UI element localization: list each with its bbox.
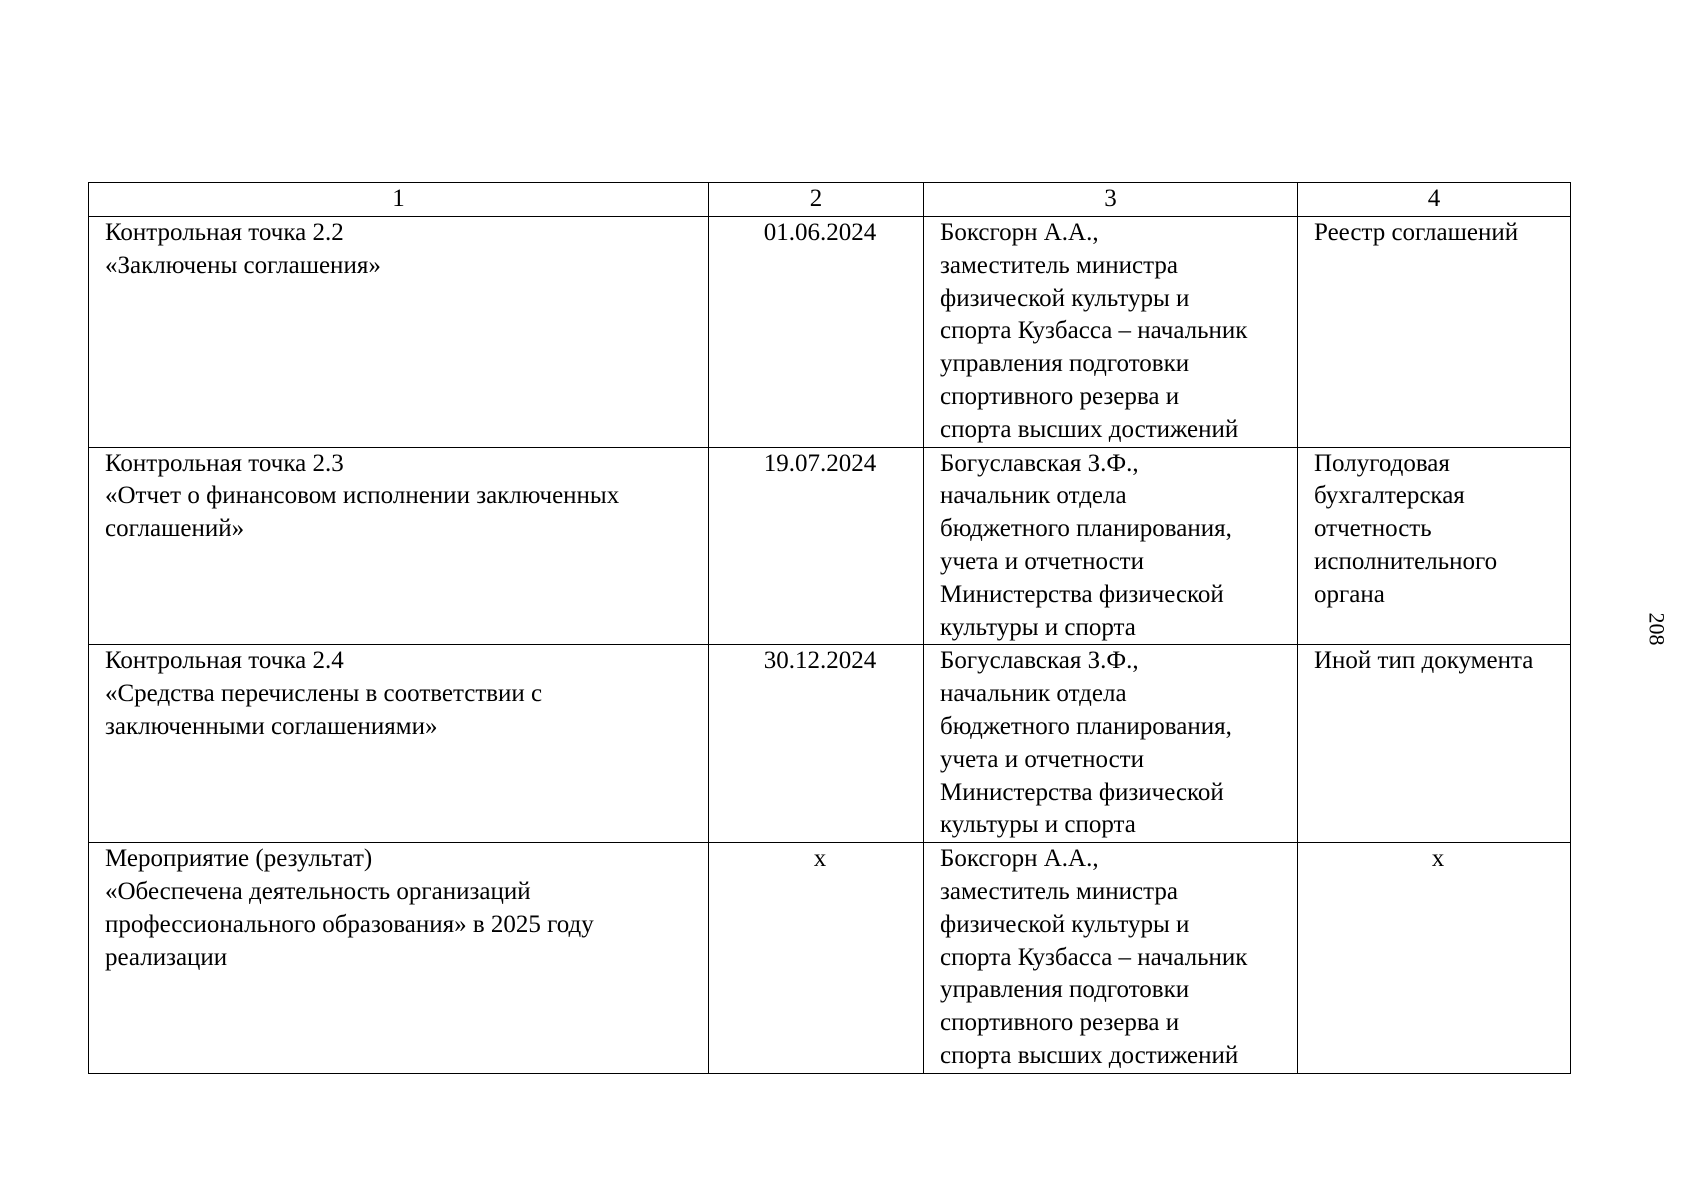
text-line: Контрольная точка 2.2: [105, 219, 344, 246]
text-line: учета и отчетности: [940, 745, 1144, 773]
text-line: спорта высших достижений: [940, 1041, 1239, 1069]
text-line: профессионального образования» в 2025 году: [105, 910, 594, 938]
text-line: спортивного резерва и: [940, 382, 1180, 410]
row-document-type: [1298, 843, 1571, 1074]
table-row: [89, 645, 1571, 843]
measures-table: [88, 182, 1571, 1074]
text-line: бюджетного планирования,: [940, 712, 1232, 740]
text-line: учета и отчетности: [940, 547, 1144, 575]
text-line: управления подготовки: [940, 976, 1190, 1004]
text-line: Богуславская З.Ф.,: [940, 647, 1139, 675]
row-date: 19.07.2024: [709, 447, 924, 645]
row-description: [89, 645, 709, 843]
row-date: 30.12.2024: [709, 645, 924, 843]
header-col-1: 1: [89, 183, 709, 217]
row-date: 01.06.2024: [709, 217, 924, 448]
text-line: управления подготовки: [940, 350, 1190, 378]
text-line: Контрольная точка 2.4: [105, 647, 344, 675]
text-line: заключенными соглашениями»: [105, 712, 438, 740]
row-document-type: [1298, 447, 1571, 645]
text-line: Министерства физической: [940, 778, 1224, 806]
text-line: реализации: [105, 943, 228, 971]
text-line: «Средства перечислены в соответствии с: [105, 680, 543, 708]
text-line: «Заключены соглашения»: [105, 251, 381, 279]
text-line: Мероприятие (результат): [105, 845, 373, 873]
text-line: органа: [1314, 580, 1385, 608]
row-responsible: [924, 217, 1298, 448]
table-row: [89, 447, 1571, 645]
text-line: Иной тип документа: [1314, 647, 1534, 675]
text-line: бюджетного планирования,: [940, 515, 1232, 543]
text-line: x: [1431, 845, 1445, 873]
text-line: Реестр соглашений: [1314, 219, 1519, 246]
header-col-3: 3: [924, 183, 1298, 217]
page-number: 208: [1644, 612, 1670, 646]
text-line: физической культуры и: [940, 910, 1190, 938]
text-line: заместитель министра: [940, 877, 1178, 905]
table-row: [89, 843, 1571, 1074]
text-line: Боксгорн А.А.,: [940, 845, 1099, 873]
text-line: Контрольная точка 2.3: [105, 449, 344, 477]
text-line: соглашений»: [105, 515, 245, 543]
text-line: спорта Кузбасса – начальник: [940, 317, 1248, 345]
text-line: заместитель министра: [940, 251, 1178, 279]
row-document-type: [1298, 217, 1571, 448]
text-line: спорта высших достижений: [940, 415, 1239, 443]
row-responsible: [924, 843, 1298, 1074]
text-line: Богуславская З.Ф.,: [940, 449, 1139, 477]
row-responsible: [924, 447, 1298, 645]
header-row: [89, 183, 1571, 217]
text-line: «Обеспечена деятельность организаций: [105, 877, 531, 905]
row-description: [89, 217, 709, 448]
text-line: культуры и спорта: [940, 613, 1136, 641]
row-description: [89, 843, 709, 1074]
text-line: начальник отдела: [940, 482, 1127, 510]
header-col-2: 2: [709, 183, 924, 217]
row-description: [89, 447, 709, 645]
row-responsible: [924, 645, 1298, 843]
header-col-4: 4: [1298, 183, 1571, 217]
text-line: Боксгорн А.А.,: [940, 219, 1099, 246]
text-line: Полугодовая: [1314, 449, 1450, 477]
row-date: x: [709, 843, 924, 1074]
text-line: «Отчет о финансовом исполнении заключенных: [105, 482, 620, 510]
text-line: культуры и спорта: [940, 811, 1136, 839]
text-line: спорта Кузбасса – начальник: [940, 943, 1248, 971]
text-line: отчетность: [1314, 515, 1432, 543]
text-line: бухгалтерская: [1314, 482, 1465, 510]
text-line: исполнительного: [1314, 547, 1498, 575]
text-line: физической культуры и: [940, 284, 1190, 312]
row-document-type: [1298, 645, 1571, 843]
text-line: начальник отдела: [940, 680, 1127, 708]
text-line: спортивного резерва и: [940, 1009, 1180, 1037]
table-row: [89, 217, 1571, 448]
text-line: Министерства физической: [940, 580, 1224, 608]
